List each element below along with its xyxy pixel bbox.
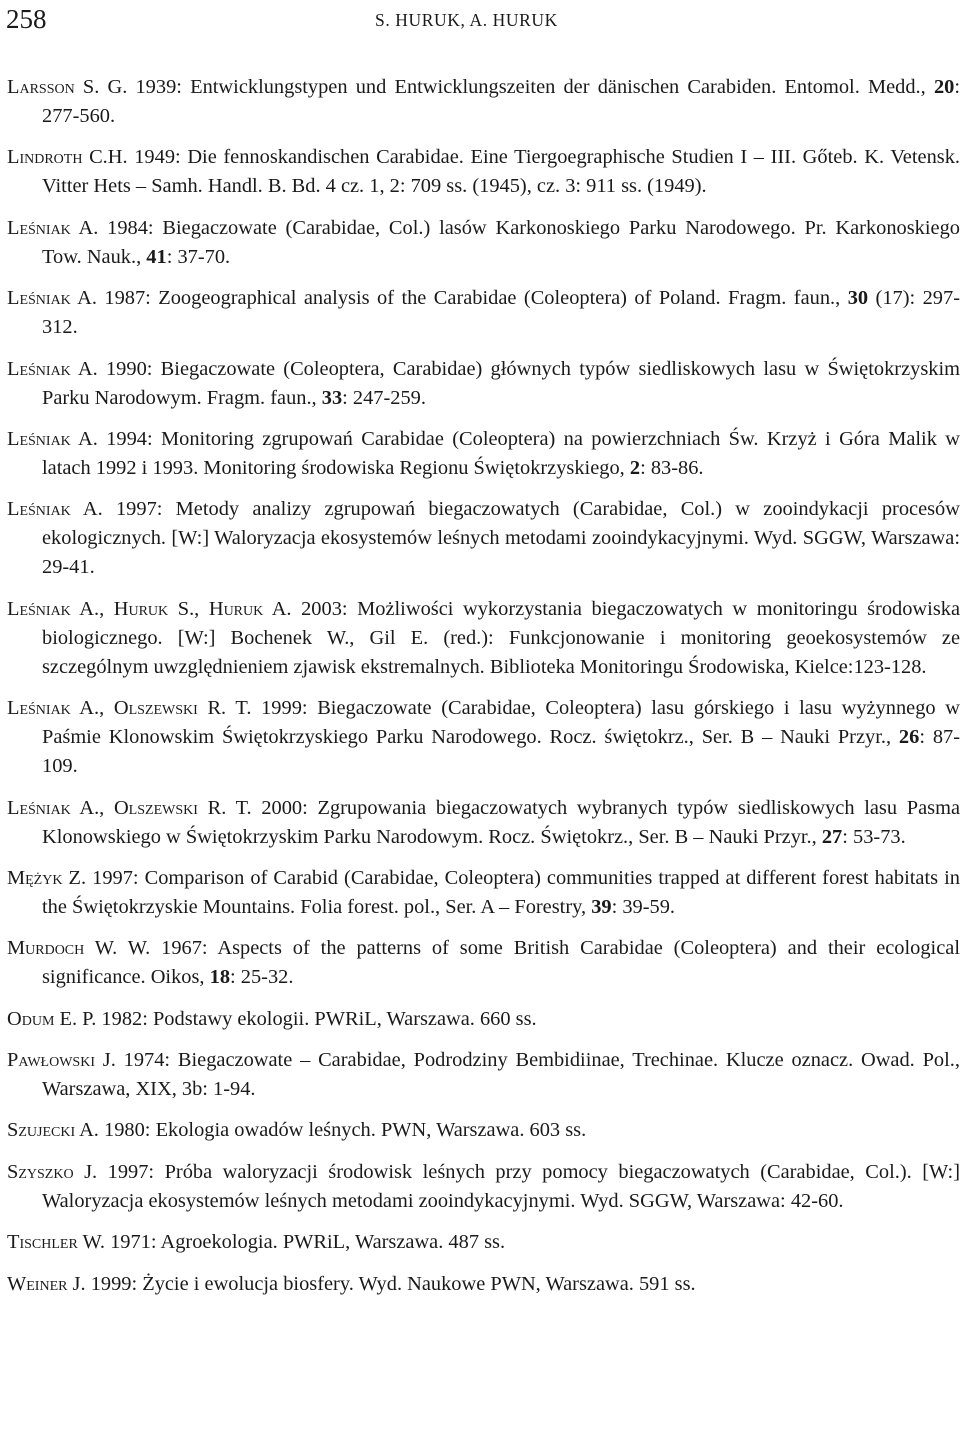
reference-text: 1990: Biegaczowate (Coleoptera, Carabidae) głównych typów siedliskowych lasu w Świętokrzyskim Parku Narodowym. Fragm. faun.,	[42, 357, 960, 409]
page-header	[0, 0, 960, 44]
reference-entry	[7, 355, 960, 413]
reference-pages: : 25-32.	[230, 966, 294, 989]
reference-author: Leśniak A.	[7, 498, 103, 521]
reference-volume: 30	[847, 287, 869, 310]
reference-pages: : 39-59.	[611, 895, 676, 918]
reference-text: 1939: Entwicklungstypen und Entwicklungszeiten der dänischen Carabiden. Entomol. Medd.,	[127, 76, 934, 98]
reference-entry	[7, 595, 960, 682]
reference-entry	[7, 1005, 960, 1034]
reference-entry	[7, 1270, 960, 1299]
reference-entry	[7, 1158, 960, 1216]
reference-entry	[7, 143, 960, 201]
reference-author: Tischler W.	[7, 1231, 105, 1254]
reference-entry	[7, 1228, 960, 1257]
reference-text: 1994: Monitoring zgrupowań Carabidae (Coleoptera) na powierzchniach Św. Krzyż i Góra Malik w latach 1992 i 1993. Monitoring środowiska Regionu Świętokrzyskiego,	[42, 427, 960, 479]
reference-text: 1999: Biegaczowate (Carabidae, Coleoptera) lasu górskiego i lasu wyżynnego w Paśmie Klonowskim Świętokrzyskiego Parku Narodowego. Rocz. świętokrz., Ser. B – Nauki Przyr.,	[42, 697, 960, 749]
reference-text: 1999: Życie i ewolucja biosfery. Wyd. Naukowe PWN, Warszawa. 591 ss.	[85, 1272, 696, 1295]
reference-author: Leśniak A., Huruk S., Huruk A.	[7, 597, 292, 620]
reference-pages: : 53-73.	[842, 825, 906, 848]
page-number: 258	[6, 4, 47, 34]
reference-entry	[7, 794, 960, 852]
reference-author: Leśniak A.	[7, 216, 99, 239]
reference-pages: : 83-86.	[640, 456, 704, 479]
reference-text: 1984: Biegaczowate (Carabidae, Col.) lasów Karkonoskiego Parku Narodowego. Pr. Karkonoskiego Tow. Nauk.,	[42, 216, 960, 268]
reference-text: 1967: Aspects of the patterns of some British Carabidae (Coleoptera) and their ecological significance. Oikos,	[42, 937, 960, 989]
reference-entry	[7, 73, 960, 131]
reference-volume: 41	[146, 245, 167, 268]
reference-entry	[7, 495, 960, 582]
reference-entry	[7, 214, 960, 272]
reference-text: 1980: Ekologia owadów leśnych. PWN, Warszawa. 603 ss.	[98, 1119, 587, 1142]
reference-pages: : 37-70.	[166, 245, 231, 268]
reference-entry	[7, 1046, 960, 1104]
reference-entry	[7, 1116, 960, 1145]
reference-text: 1974: Biegaczowate – Carabidae, Podrodziny Bembidiinae, Trechinae. Klucze oznacz. Owad. Pol., Warszawa, XIX, 3b: 1-94.	[42, 1049, 960, 1101]
reference-author: Larsson S. G.	[7, 76, 128, 98]
reference-entry	[7, 284, 960, 342]
reference-author: Szujecki A.	[7, 1119, 99, 1142]
reference-volume: 20	[933, 76, 955, 98]
reference-author: Leśniak A., Olszewski R. T.	[7, 697, 252, 720]
reference-author: Leśniak A.	[7, 427, 98, 450]
reference-entry	[7, 694, 960, 781]
reference-author: Weiner J.	[7, 1272, 86, 1295]
reference-text: 1997: Metody analizy zgrupowań biegaczowatych (Carabidae, Col.) w zooindykacji procesów ekologicznych. [W:] Waloryzacja ekosystemów leśnych metodami zooindykacyjnymi. Wyd. SGGW, Warszawa: 29-41.	[42, 498, 960, 579]
reference-entry	[7, 864, 960, 922]
reference-author: Mężyk Z.	[7, 866, 87, 889]
reference-volume: 39	[591, 895, 612, 918]
reference-volume: 18	[209, 966, 231, 989]
reference-volume: 2	[629, 456, 641, 479]
reference-entry	[7, 425, 960, 483]
reference-text: 1982: Podstawy ekologii. PWRiL, Warszawa. 660 ss.	[96, 1007, 537, 1030]
reference-author: Szyszko J.	[7, 1160, 98, 1183]
reference-pages: (17): 297-312.	[42, 287, 960, 339]
reference-text: 2003: Możliwości wykorzystania biegaczowatych w monitoringu środowiska biologicznego. [W:] Bochenek W., Gil E. (red.): Funkcjonowanie i monitoring geoekosystemów ze szczególnym uwzględnieniem zjawisk ekstremalnych. Biblioteka Monitoringu Środowiska, Kielce:123-128.	[42, 597, 960, 678]
reference-author: Leśniak A., Olszewski R. T.	[7, 796, 252, 819]
reference-author: Lindroth C.H.	[7, 146, 128, 169]
reference-text: 1997: Comparison of Carabid (Carabidae, Coleoptera) communities trapped at different forest habitats in the Świętokrzyskie Mountains. Folia forest. pol., Ser. A – Forestry,	[42, 866, 960, 918]
reference-author: Leśniak A.	[7, 357, 98, 380]
reference-volume: 27	[821, 825, 843, 848]
running-head: S. HURUK, A. HURUK	[375, 10, 558, 30]
reference-author: Leśniak A.	[7, 287, 97, 310]
reference-pages: : 277-560.	[42, 76, 960, 127]
reference-author: Murdoch W. W.	[7, 937, 151, 960]
reference-text: 1987: Zoogeographical analysis of the Carabidae (Coleoptera) of Poland. Fragm. faun.,	[96, 287, 848, 310]
reference-volume: 26	[898, 726, 920, 749]
reference-text: 1949: Die fennoskandischen Carabidae. Eine Tiergoegraphische Studien I – III. Gőteb. K. Vetensk. Vitter Hets – Samh. Handl. B. Bd. 4 cz. 1, 2: 709 ss. (1945), cz. 3: 911 ss. (1949).	[42, 146, 960, 198]
reference-list	[7, 73, 960, 1311]
reference-text: 1997: Próba waloryzacji środowisk leśnych przy pomocy biegaczowatych (Carabidae, Col.). [W:] Waloryzacja ekosystemów leśnych metodami zooindykacyjnymi. Wyd. SGGW, Warszawa: 42-60.	[42, 1160, 960, 1212]
reference-author: Pawłowski J.	[7, 1049, 116, 1072]
reference-entry	[7, 934, 960, 992]
reference-text: 1971: Agroekologia. PWRiL, Warszawa. 487 ss.	[105, 1231, 506, 1254]
reference-pages: : 247-259.	[342, 386, 426, 409]
reference-author: Odum E. P.	[7, 1007, 97, 1030]
reference-text: 2000: Zgrupowania biegaczowatych wybranych typów siedliskowych lasu Pasma Klonowskiego w Świętokrzyskim Parku Narodowym. Rocz. Świętokrz., Ser. B – Nauki Przyr.,	[42, 796, 960, 848]
reference-volume: 33	[321, 386, 343, 409]
reference-pages: : 87-109.	[42, 726, 960, 778]
